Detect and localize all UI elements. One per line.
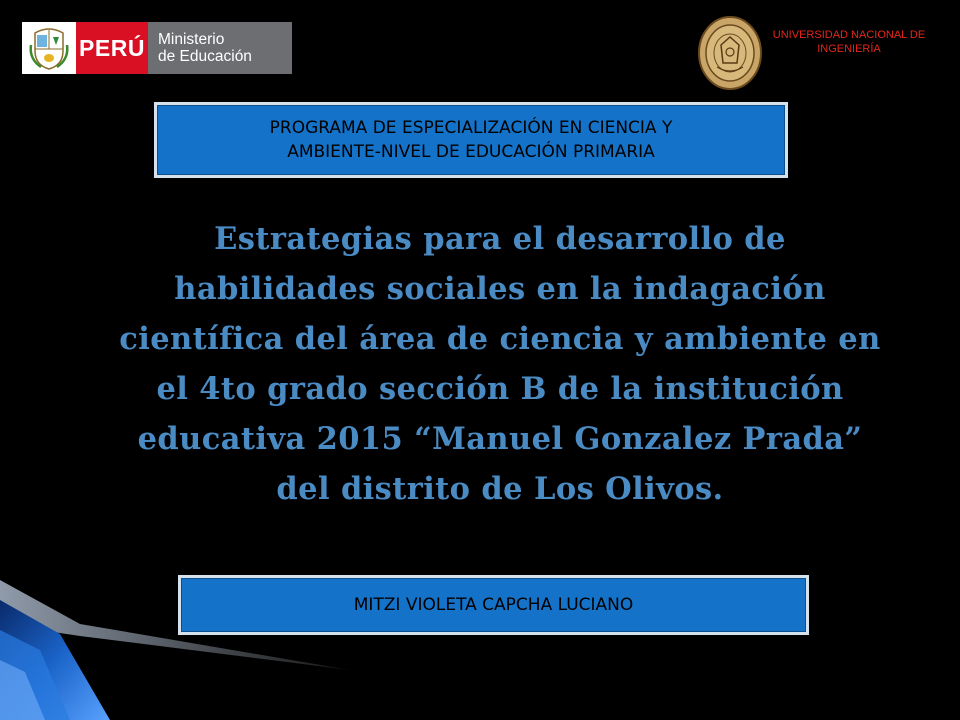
peru-coat-of-arms-icon: [22, 22, 76, 74]
ministry-name: [148, 22, 292, 74]
title-line-6: del distrito de Los Olivos.: [276, 471, 724, 507]
ministry-line-1: Ministerio: [158, 31, 225, 48]
university-seal-icon: [697, 15, 763, 95]
presentation-title: [90, 214, 910, 514]
title-line-5: educativa 2015 “Manuel Gonzalez Prada”: [137, 421, 863, 457]
university-line-2: INGENIERÍA: [817, 43, 881, 55]
ministry-line-2: de Educación: [158, 48, 252, 65]
university-name: [760, 28, 938, 56]
peru-label: PERÚ: [76, 22, 148, 74]
title-line-2: habilidades sociales en la indagación: [174, 271, 826, 307]
title-line-1: Estrategias para el desarrollo de: [214, 221, 786, 257]
ministerio-educacion-logo: [22, 22, 292, 74]
title-line-3: científica del área de ciencia y ambiente en: [119, 321, 881, 357]
university-line-1: UNIVERSIDAD NACIONAL DE: [772, 29, 926, 41]
title-line-4: el 4to grado sección B de la institución: [156, 371, 844, 407]
author-name: MITZI VIOLETA CAPCHA LUCIANO: [353, 595, 634, 615]
program-line-2: AMBIENTE-NIVEL DE EDUCACIÓN PRIMARIA: [287, 142, 655, 162]
program-banner: [154, 102, 788, 178]
decorative-corner-swoosh: [0, 560, 360, 720]
program-line-1: PROGRAMA DE ESPECIALIZACIÓN EN CIENCIA Y: [269, 118, 673, 138]
